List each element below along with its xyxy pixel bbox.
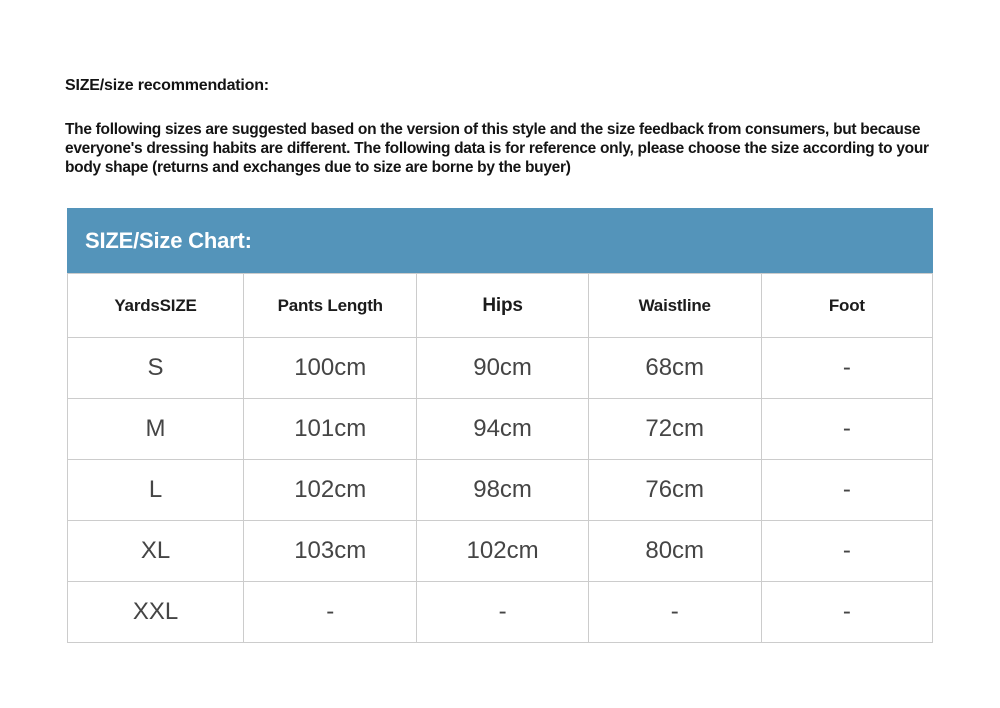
pants-length-cell: 100cm [244,338,417,399]
column-header-foot: Foot [761,274,932,338]
column-header-hips: Hips [417,274,588,338]
waistline-cell: - [588,582,761,643]
pants-length-cell: 101cm [244,399,417,460]
pants-length-cell: 102cm [244,460,417,521]
hips-cell: 98cm [417,460,588,521]
hips-cell: 90cm [417,338,588,399]
size-chart-title-bar [67,208,933,273]
hips-cell: 94cm [417,399,588,460]
waistline-cell: 76cm [588,460,761,521]
size-label-cell: XXL [68,582,244,643]
pants-length-cell: 103cm [244,521,417,582]
hips-cell: - [417,582,588,643]
table-row-size-xl [68,521,933,582]
table-row-size-xxl [68,582,933,643]
size-disclaimer-text: The following sizes are suggested based on the version of this style and the size feedback from consumers, but because everyone's dressing habits are different. The following data is for reference only, please choose the size according to your body shape (returns and exchanges due to size are borne by the buyer) [65,121,929,177]
waistline-cell: 68cm [588,338,761,399]
waistline-cell: 72cm [588,399,761,460]
size-chart-table [67,273,933,643]
foot-cell: - [761,460,932,521]
table-header-row [68,274,933,338]
hips-cell: 102cm [417,521,588,582]
size-label-cell: M [68,399,244,460]
column-header-yards-size: YardsSIZE [68,274,244,338]
foot-cell: - [761,521,932,582]
table-row-size-m [68,399,933,460]
size-chart-title: SIZE/Size Chart: [85,227,252,253]
size-chart-section [67,208,933,643]
page-title: SIZE/size recommendation: [65,77,269,94]
size-label-cell: S [68,338,244,399]
foot-cell: - [761,582,932,643]
waistline-cell: 80cm [588,521,761,582]
table-row-size-s [68,338,933,399]
column-header-pants-length: Pants Length [244,274,417,338]
size-label-cell: XL [68,521,244,582]
foot-cell: - [761,399,932,460]
size-label-cell: L [68,460,244,521]
pants-length-cell: - [244,582,417,643]
table-row-size-l [68,460,933,521]
column-header-waistline: Waistline [588,274,761,338]
foot-cell: - [761,338,932,399]
